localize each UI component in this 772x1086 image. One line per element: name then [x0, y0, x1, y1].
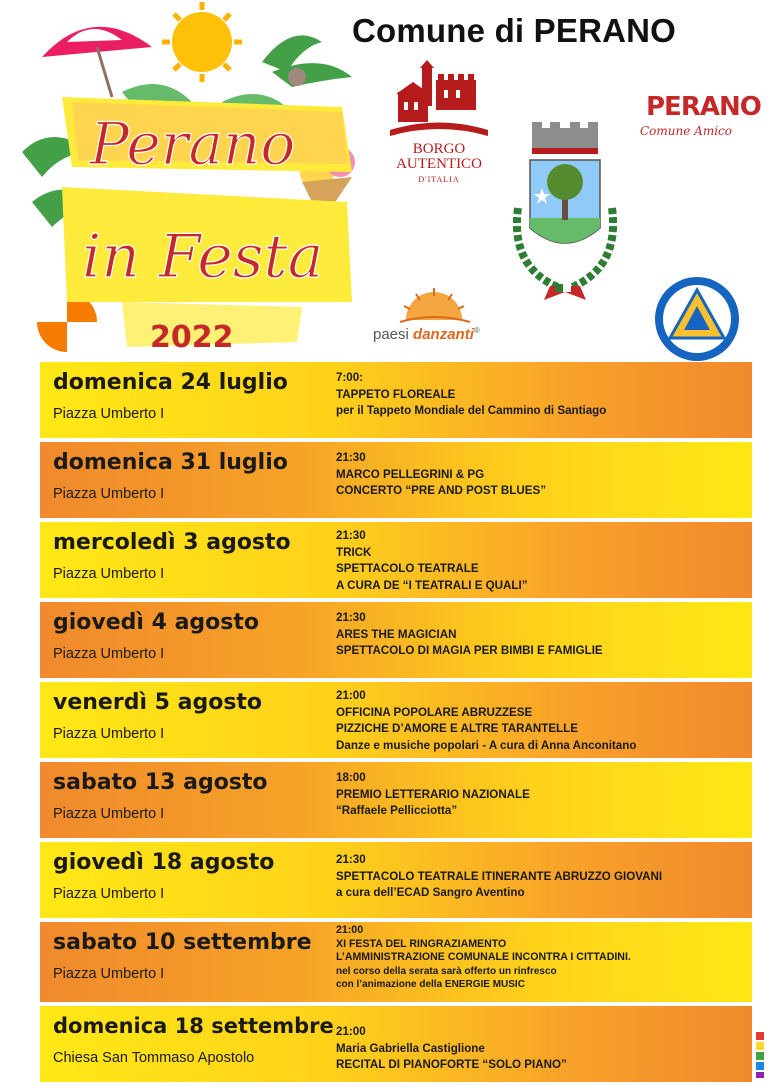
event-subtitle: RECITAL DI PIANOFORTE “SOLO PIANO”: [336, 1058, 567, 1071]
event-title: SPETTACOLO TEATRALE ITINERANTE ABRUZZO GIOVANI: [336, 869, 663, 883]
civil-protection-logo: [654, 276, 740, 362]
paesi-word: paesi: [373, 326, 409, 343]
perano-comune-amico-logo: [636, 92, 761, 152]
event-location: Piazza Umberto I: [53, 966, 165, 982]
event-time: 21:30: [336, 611, 366, 624]
coat-of-arms-emblem: [500, 118, 630, 308]
event-row: [40, 762, 752, 838]
comune-amico-text: Comune Amico: [640, 124, 732, 138]
event-details: [336, 1024, 748, 1074]
event-schedule: [40, 362, 752, 1086]
event-location: Piazza Umberto I: [53, 646, 165, 662]
event-title: ARES THE MAGICIAN: [336, 627, 457, 641]
event-time: 21:30: [336, 529, 366, 542]
event-details: [336, 770, 748, 820]
crown-icon: [532, 122, 598, 154]
event-location: Piazza Umberto I: [53, 566, 165, 582]
event-title: TRICK: [336, 545, 372, 559]
event-note: nel corso della serata sarà offerto un rinfresco: [336, 965, 557, 977]
sun-icon: [162, 2, 242, 82]
event-row: [40, 362, 752, 438]
event-title: Maria Gabriella Castiglione: [336, 1041, 485, 1055]
event-subtitle: Danze e musiche popolari - A cura di Anna Anconitano: [336, 738, 637, 752]
event-date: domenica 31 luglio: [53, 450, 288, 475]
event-details: [336, 450, 748, 500]
event-row: [40, 602, 752, 678]
event-location: Piazza Umberto I: [53, 726, 165, 742]
borgo-title: BORGO AUTENTICO: [396, 141, 482, 172]
event-date: sabato 13 agosto: [53, 770, 268, 795]
beach-umbrella-icon: [42, 27, 152, 97]
event-location: Chiesa San Tommaso Apostolo: [53, 1050, 255, 1066]
event-date: domenica 24 luglio: [53, 370, 288, 395]
event-subtitle: CONCERTO “PRE AND POST BLUES”: [336, 484, 546, 497]
festival-logo: [22, 2, 382, 360]
paesi-danzanti-text: [373, 326, 480, 343]
event-time: 21:00: [336, 924, 364, 936]
event-note: con l’animazione della ENERGIE MUSIC: [336, 979, 525, 990]
event-title: XI FESTA DEL RINGRAZIAMENTO: [336, 937, 507, 950]
festival-title-line2: in Festa: [82, 222, 324, 292]
event-details: [336, 370, 748, 420]
event-title: OFFICINA POPOLARE ABRUZZESE: [336, 705, 533, 719]
event-row: [40, 1006, 752, 1082]
event-title: PREMIO LETTERARIO NAZIONALE: [336, 787, 530, 801]
event-time: 21:00: [336, 689, 366, 702]
event-title: MARCO PELLEGRINI & PG: [336, 467, 485, 481]
event-time: 7:00:: [336, 371, 364, 384]
festival-title-line1: Perano: [90, 110, 296, 178]
event-row: [40, 922, 752, 1002]
festival-year: 2022: [150, 320, 234, 355]
event-row: [40, 682, 752, 758]
event-details: [336, 688, 748, 754]
event-date: giovedì 4 agosto: [53, 610, 260, 635]
event-location: Piazza Umberto I: [53, 486, 165, 502]
event-subtitle: SPETTACOLO TEATRALE: [336, 562, 479, 575]
event-row: [40, 842, 752, 918]
borgo-subtitle: D'ITALIA: [418, 175, 460, 184]
event-details: [336, 924, 748, 992]
event-time: 18:00: [336, 771, 366, 784]
event-subtitle: SPETTACOLO DI MAGIA PER BIMBI E FAMIGLIE: [336, 644, 603, 657]
event-date: giovedì 18 agosto: [53, 850, 275, 875]
event-date: venerdì 5 agosto: [53, 690, 263, 715]
event-time: 21:00: [336, 1025, 366, 1038]
designer-mark-icon: [754, 1032, 766, 1078]
danzanti-word: danzanti: [413, 326, 474, 343]
event-title: TAPPETO FLOREALE: [336, 387, 456, 401]
event-time: 21:30: [336, 853, 366, 866]
comune-title: Comune di PERANO: [352, 12, 677, 49]
event-subtitle: A CURA DE “I TEATRALI E QUALI”: [336, 578, 528, 592]
event-details: [336, 610, 748, 660]
event-details: [336, 528, 748, 594]
event-location: Piazza Umberto I: [53, 806, 165, 822]
event-subtitle: a cura dell’ECAD Sangro Aventino: [336, 886, 525, 899]
borgo-autentico-text: [384, 142, 494, 187]
event-subtitle: “Raffaele Pellicciotta”: [336, 804, 458, 817]
perano-logo-title: PERANO: [646, 92, 761, 122]
poster-header: [0, 0, 772, 362]
event-subtitle: PIZZICHE D’AMORE E ALTRE TARANTELLE: [336, 722, 578, 735]
registered-mark: ®: [473, 326, 480, 335]
event-subtitle: per il Tappeto Mondiale del Cammino di Santiago: [336, 404, 607, 417]
event-date: sabato 10 settembre: [53, 930, 312, 955]
event-row: [40, 522, 752, 598]
event-location: Piazza Umberto I: [53, 886, 165, 902]
event-date: mercoledì 3 agosto: [53, 530, 291, 555]
event-details: [336, 852, 748, 902]
event-date: domenica 18 settembre: [53, 1014, 334, 1038]
event-subtitle: L’AMMINISTRAZIONE COMUNALE INCONTRA I CITTADINI.: [336, 951, 631, 963]
event-location: Piazza Umberto I: [53, 406, 165, 422]
event-row: [40, 442, 752, 518]
event-time: 21:30: [336, 451, 366, 464]
sunrise-icon: [400, 288, 470, 322]
